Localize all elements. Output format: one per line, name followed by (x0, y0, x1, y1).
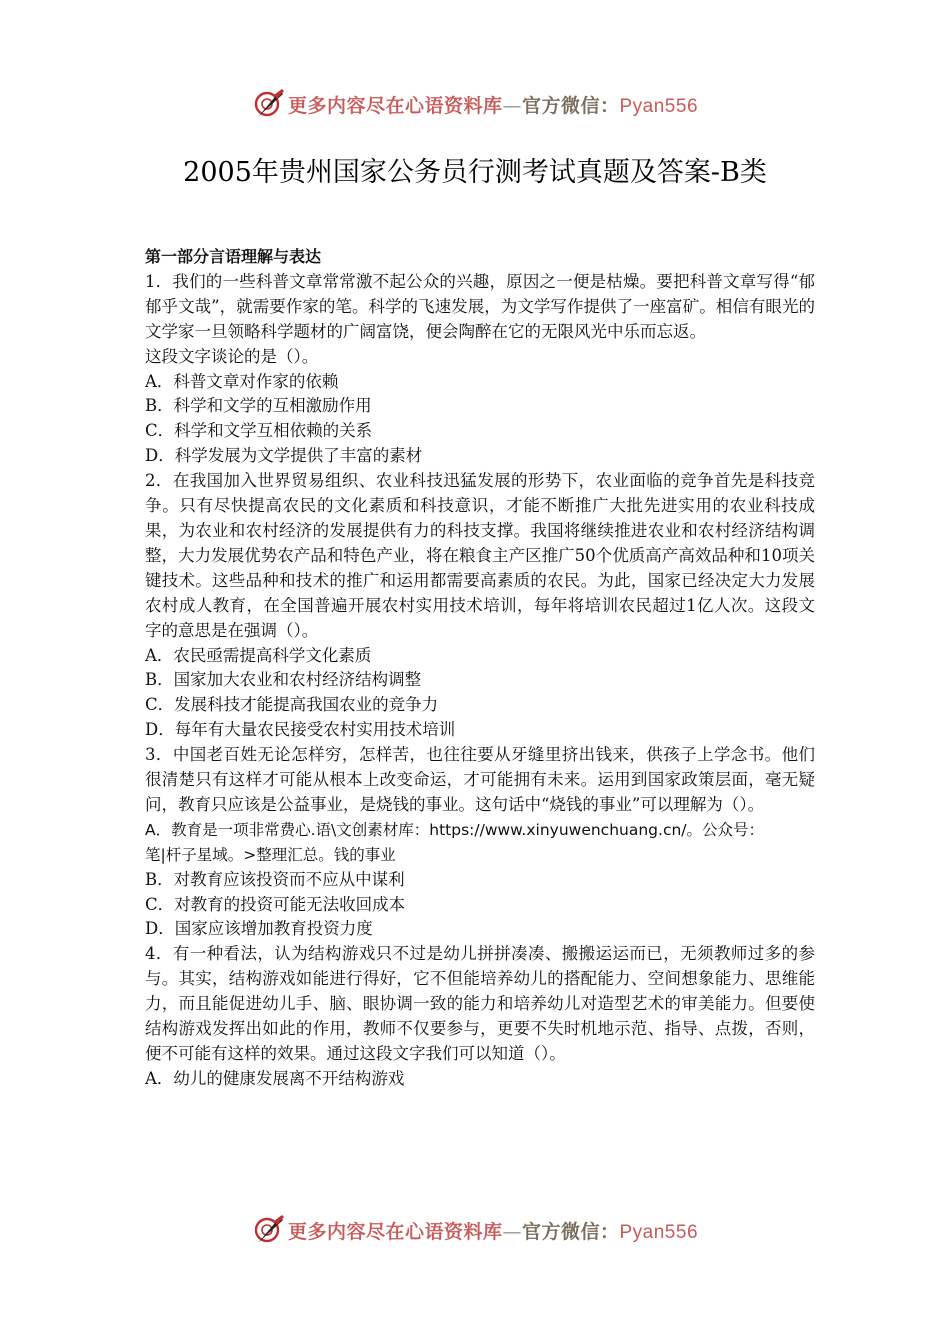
header-banner (0, 84, 950, 124)
quill-logo-icon (252, 87, 286, 121)
question-2-option-d: D．每年有大量农民接受农村实用技术培训 (145, 720, 456, 740)
question-3-option-d: D．国家应该增加教育投资力度 (145, 919, 373, 939)
banner-wechat-id: Pyan556 (619, 1221, 699, 1243)
banner-separator: — (502, 1220, 522, 1243)
banner-text: 更多内容尽在心语资料库 (287, 1220, 503, 1243)
banner-text: 更多内容尽在心语资料库 (287, 94, 503, 117)
question-3-option-b: B．对教育应该投资而不应从中谋利 (145, 869, 405, 889)
banner-wechat-id: Pyan556 (619, 95, 699, 117)
question-3-stem: 3．中国老百姓无论怎样穷，怎样苦，也往往要从牙缝里挤出钱来，供孩子上学念书。他们很清楚只有这样才可能从根本上改变命运，才可能拥有未来。运用到国家政策层面，毫无疑问，教育只应该是公益事业，是烧钱的事业。这句话中“烧钱的事业”可以理解为（）。 (145, 745, 815, 814)
question-1-prompt: 这段文字谈论的是（）。 (145, 346, 319, 366)
document-body (145, 245, 815, 1092)
document-title: 2005年贵州国家公务员行测考试真题及答案-B类 (183, 157, 767, 188)
banner-separator: — (502, 94, 522, 117)
question-1-option-a: A．科普文章对作家的依赖 (145, 371, 339, 391)
question-1-stem: 1．我们的一些科普文章常常激不起公众的兴趣，原因之一便是枯燥。要把科普文章写得“郁郁乎文哉”，就需要作家的笔。科学的飞速发展，为文学写作提供了一座富矿。相信有眼光的文学家一旦领略科学题材的广阔富饶，便会陶醉在它的无限风光中乐而忘返。 (145, 271, 815, 341)
question-1-option-c: C．科学和文学互相依赖的关系 (145, 421, 373, 441)
banner-official-label: 官方微信： (521, 1220, 620, 1243)
banner-official-label: 官方微信： (521, 94, 620, 117)
section-title: 第一部分言语理解与表达 (145, 247, 322, 266)
question-2-option-a: A．农民亟需提高科学文化素质 (145, 645, 372, 665)
question-2-option-c: C．发展科技才能提高我国农业的竞争力 (145, 695, 439, 715)
question-3-option-a-line2: 笔|杆子星域。>整理汇总。钱的事业 (145, 845, 396, 864)
question-3-option-c: C．对教育的投资可能无法收回成本 (145, 894, 406, 914)
quill-logo-icon (252, 1213, 286, 1247)
question-4-stem: 4．有一种看法，认为结构游戏只不过是幼儿拼拼凑凑、搬搬运运而已，无须教师过多的参与。其实，结构游戏如能进行得好，它不但能培养幼儿的搭配能力、空间想象能力、思维能力，而且能促进幼儿手、脑、眼协调一致的能力和培养幼儿对造型艺术的审美能力。但要使结构游戏发挥出如此的作用，教师不仅要参与，更要不失时机地示范、指导、点拨，否则，便不可能有这样的效果。通过这段文字我们可以知道（）。 (145, 944, 815, 1063)
footer-banner (0, 1210, 950, 1250)
question-4-option-a: A．幼儿的健康发展离不开结构游戏 (145, 1068, 405, 1088)
question-1-option-d: D．科学发展为文学提供了丰富的素材 (145, 446, 423, 466)
question-1-option-b: B．科学和文学的互相激励作用 (145, 396, 372, 416)
question-3-option-a-line1: A．教育是一项非常费心.语\文创素材库：https://www.xinyuwenchuang.cn/。公众号： (145, 820, 765, 839)
question-2-stem: 2．在我国加入世界贸易组织、农业科技迅猛发展的形势下，农业面临的竞争首先是科技竞争。只有尽快提高农民的文化素质和科技意识，才能不断推广大批先进实用的农业科技成果，为农业和农村经济的发展提供有力的科技支撑。我国将继续推进农业和农村经济结构调整，大力发展优势农产品和特色产业，将在粮食主产区推广50个优质高产高效品种和10项关键技术。这些品种和技术的推广和运用都需要高素质的农民。为此，国家已经决定大力发展农村成人教育，在全国普遍开展农村实用技术培训，每年将培训农民超过1亿人次。这段文字的意思是在强调（）。 (145, 471, 815, 640)
question-2-option-b: B．国家加大农业和农村经济结构调整 (145, 670, 422, 690)
